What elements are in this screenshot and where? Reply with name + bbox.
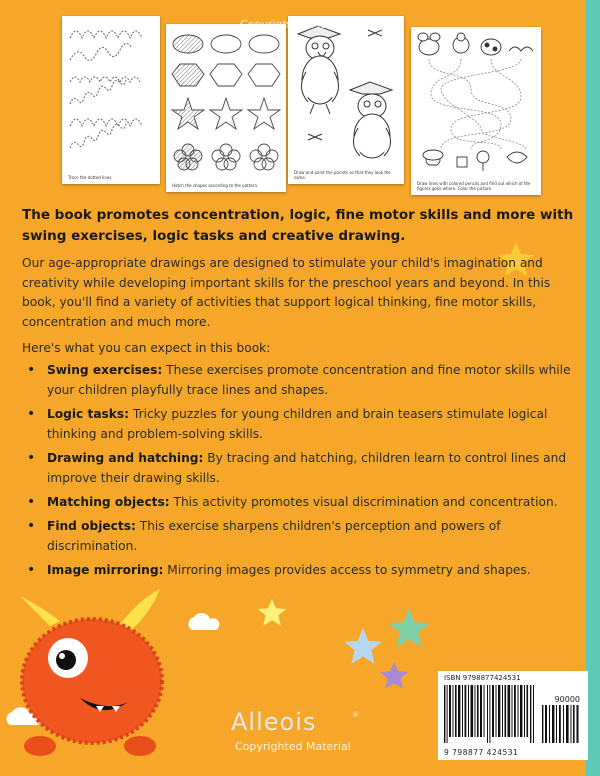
price-barcode-bars <box>542 705 580 743</box>
intro-paragraph: Our age-appropriate drawings are designed to stimulate your child's imagination and creativity while developing important skills for the preschool years and beyond. In this book, you'll find a variety of activities that support logical thinking, fine motor skills, concentration and much more. <box>22 256 551 329</box>
parrots-illustration <box>288 20 404 170</box>
expect-intro: Here's what you can expect in this book: <box>22 341 271 355</box>
list-item <box>22 360 587 400</box>
matching-paths-illustration <box>411 29 541 179</box>
feature-term: Matching objects: <box>47 495 170 509</box>
feature-term: Find objects: <box>47 519 136 533</box>
feature-list <box>22 360 587 584</box>
list-item <box>22 492 587 512</box>
bullet-icon: • <box>27 562 36 578</box>
headline: The book promotes concentration, logic, fine motor skills and more with swing exercises, logic tasks and creative drawing. <box>22 207 574 244</box>
thumbnail-hatching <box>166 24 286 192</box>
monster-mascot-illustration <box>0 586 190 776</box>
feature-text: Mirroring images provides access to symmetry and shapes. <box>163 563 531 577</box>
list-item <box>22 448 587 488</box>
star-decoration-icon <box>386 606 432 652</box>
bullet-icon: • <box>27 518 36 534</box>
feature-term: Logic tasks: <box>47 407 130 421</box>
feature-text: These exercises promote concentration and fine motor skills while your children playfully trace lines and shapes. <box>47 363 571 397</box>
star-decoration-icon <box>256 597 288 629</box>
copyright-watermark: Copyrighted Material <box>240 18 356 31</box>
barcode-number: 9 798877 424531 <box>444 748 519 757</box>
thumbnail-caption: Hatch the shapes according to the pattern. <box>172 183 259 188</box>
isbn-label: ISBN 9798877424531 <box>444 674 521 682</box>
bullet-icon: • <box>27 362 36 378</box>
price-code: 90000 <box>554 695 580 704</box>
list-item <box>22 516 587 556</box>
isbn-barcode <box>438 671 588 760</box>
feature-text: By tracing and hatching, children learn to control lines and improve their drawing skills. <box>47 451 567 485</box>
thumbnail-swing-exercises <box>62 16 160 184</box>
feature-text: This activity promotes visual discrimination and concentration. <box>169 495 558 509</box>
feature-term: Swing exercises: <box>47 363 163 377</box>
bullet-icon: • <box>27 450 36 466</box>
feature-term: Image mirroring: <box>47 563 164 577</box>
thumbnail-caption: Draw and paint the parrots so that they look the same. <box>294 170 391 180</box>
shapes-hatching-illustration <box>166 28 286 178</box>
star-decoration-icon <box>378 660 410 692</box>
list-item <box>22 560 587 580</box>
feature-term: Drawing and hatching: <box>47 451 204 465</box>
publisher-logo: Alleois <box>231 708 317 736</box>
feature-text: Tricky puzzles for young children and brain teasers stimulate logical thinking and problem-solving skills. <box>47 407 548 441</box>
thumbnail-caption: Trace the dotted lines. <box>68 175 113 180</box>
barcode-bars <box>444 685 536 743</box>
feature-text: This exercise sharpens children's perception and powers of discrimination. <box>47 519 501 553</box>
thumbnail-parrots <box>288 16 404 184</box>
bullet-icon: • <box>27 406 36 422</box>
cover-edge-stripe <box>586 0 600 776</box>
thumbnail-caption: Draw lines with colored pencils and find out which of the figures goes where. Color the picture. <box>417 181 531 191</box>
list-item <box>22 404 587 444</box>
registered-mark: ® <box>352 711 359 719</box>
bullet-icon: • <box>27 494 36 510</box>
thumbnail-matching <box>411 27 541 195</box>
copyright-watermark: Copyrighted Material <box>235 740 351 753</box>
swing-lines-illustration <box>62 20 160 170</box>
cloud-icon <box>184 612 224 634</box>
